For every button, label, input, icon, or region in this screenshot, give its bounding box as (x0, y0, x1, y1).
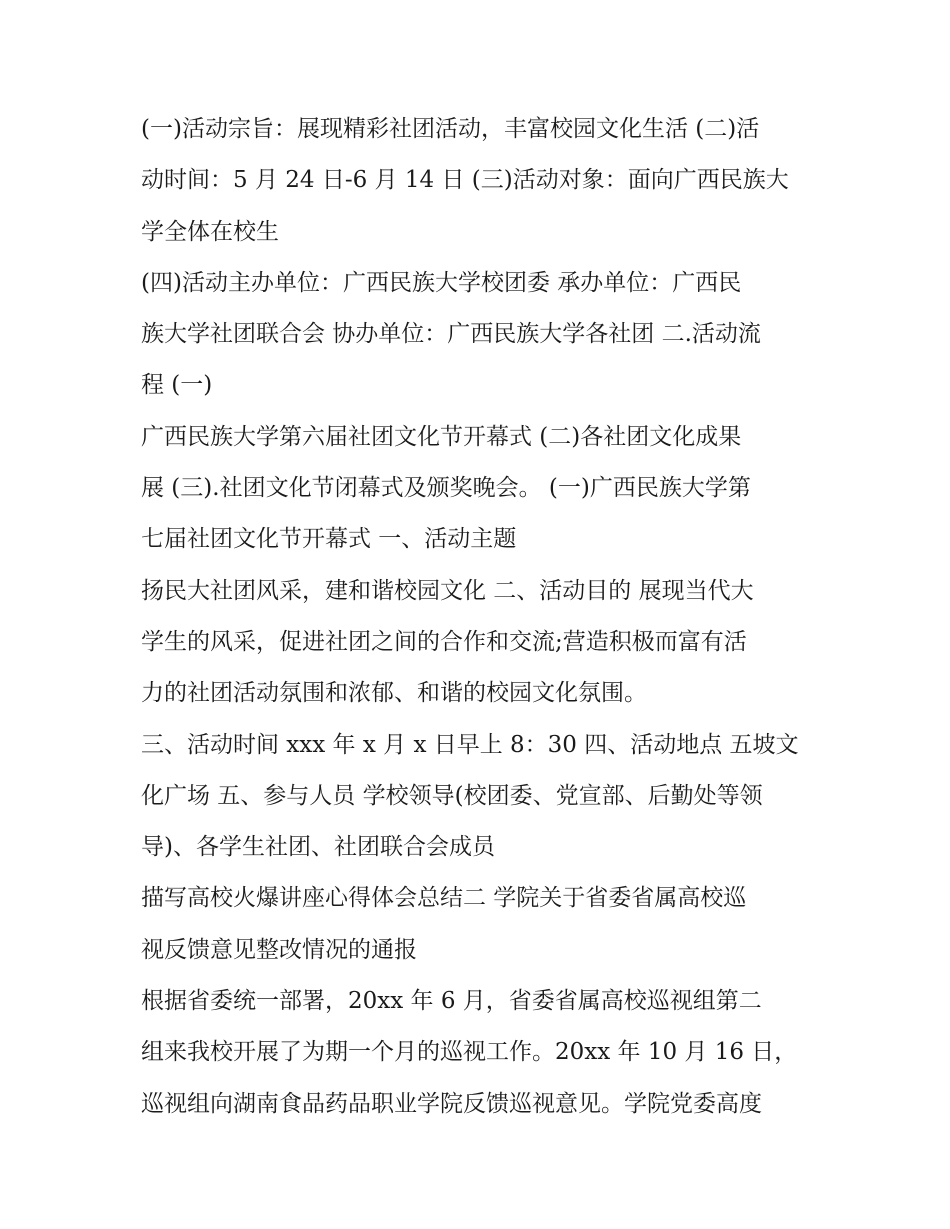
text-line: 根据省委统一部署，20xx 年 6 月，省委省属高校巡视组第二 (141, 988, 762, 1015)
text-line: 学生的风采，促进社团之间的合作和交流;营造积极而富有活 (141, 628, 747, 655)
text-line: 扬民大社团风采，建和谐校园文化 二、活动目的 展现当代大 (141, 577, 754, 604)
text-line: 程 (一) (141, 372, 213, 399)
text-line: 组来我校开展了为期一个月的巡视工作。20xx 年 10 月 16 日， (141, 1039, 798, 1066)
text-line: 学全体在校生 (141, 218, 279, 245)
text-line: (一)活动宗旨：展现精彩社团活动，丰富校园文化生活 (二)活 (141, 116, 760, 142)
text-line: 导)、各学生社团、社团联合会成员 (141, 834, 495, 861)
text-line: 力的社团活动氛围和浓郁、和谐的校园文化氛围。 (141, 680, 647, 707)
text-line: 三、活动时间 xxx 年 x 月 x 日早上 8：30 四、活动地点 五坡文 (141, 731, 799, 758)
text-line: 广西民族大学第六届社团文化节开幕式 (二)各社团文化成果 (141, 423, 742, 450)
text-line: 展 (三).社团文化节闭幕式及颁奖晚会。 (一)广西民族大学第 (141, 475, 751, 502)
text-line: 化广场 五、参与人员 学校领导(校团委、党宣部、后勤处等领 (141, 782, 763, 809)
text-line: 七届社团文化节开幕式 一、活动主题 (141, 526, 517, 553)
text-line: 动时间：5 月 24 日-6 月 14 日 (三)活动对象：面向广西民族大 (141, 167, 789, 194)
text-line: 描写高校火爆讲座心得体会总结二 学院关于省委省属高校巡 (141, 885, 747, 912)
text-line: 族大学社团联合会 协办单位：广西民族大学各社团 二.活动流 (141, 321, 761, 348)
document-body (141, 104, 821, 1130)
text-line: (四)活动主办单位：广西民族大学校团委 承办单位：广西民 (141, 269, 742, 296)
text-line: 视反馈意见整改情况的通报 (141, 936, 417, 963)
text-line: 巡视组向湖南食品药品职业学院反馈巡视意见。学院党委高度 (141, 1090, 762, 1117)
